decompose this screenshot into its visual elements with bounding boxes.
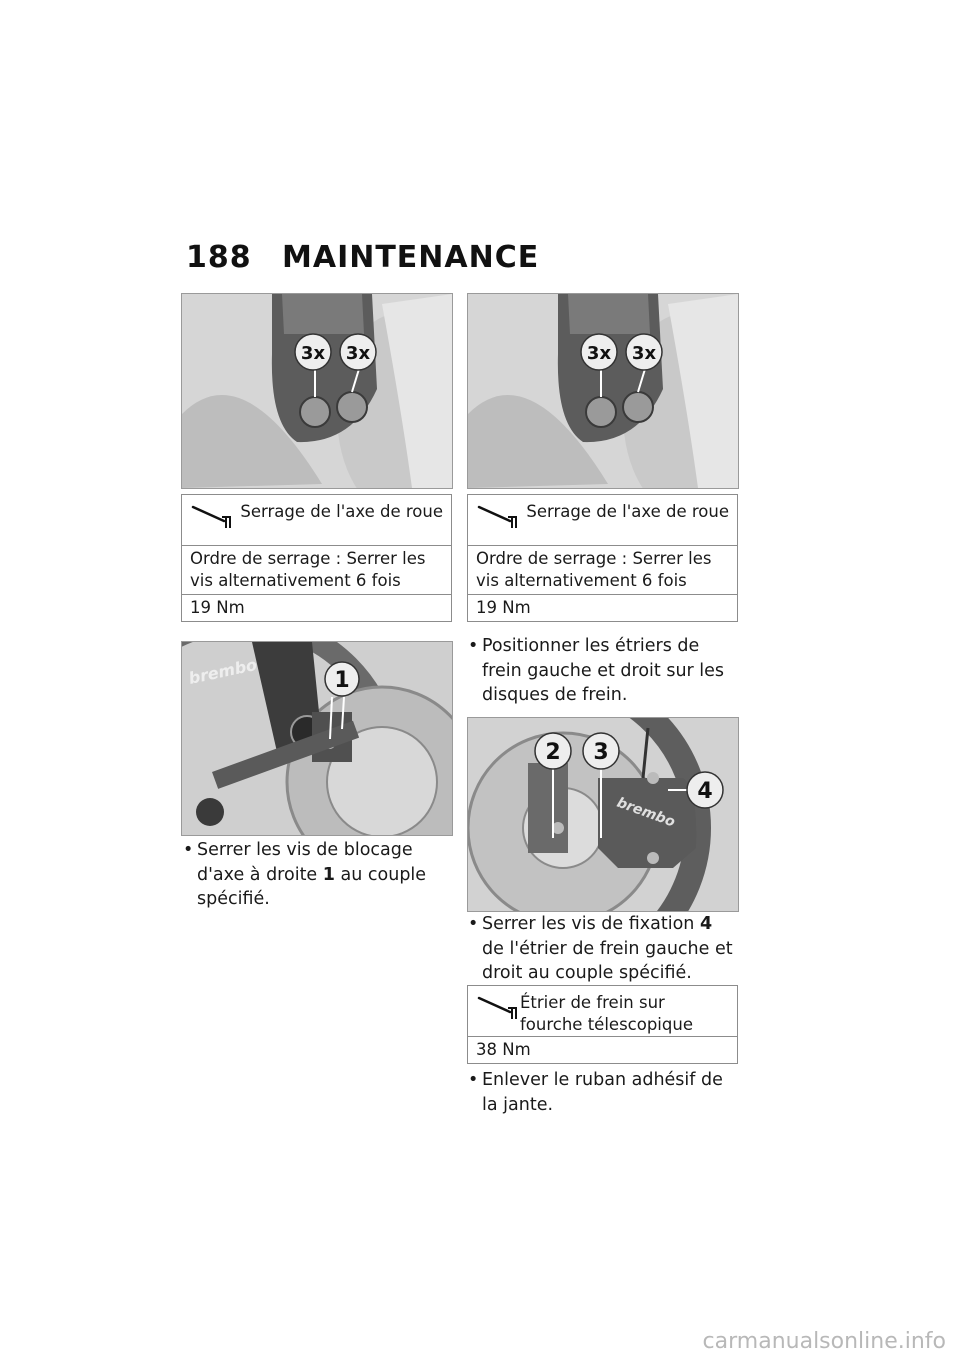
instruction-position-calipers (468, 634, 736, 708)
torque-spec-table-right (467, 494, 738, 622)
fork-clamp-photo-right (467, 293, 739, 489)
spec-title-row (182, 495, 451, 545)
torque-wrench-icon (476, 994, 520, 1020)
fork-clamp-illustration (468, 294, 738, 488)
bullet-dot: • (468, 914, 479, 934)
instruction-text: au couple spécifié. (197, 864, 427, 909)
instruction-text: Enlever le ruban adhésif de la jante. (482, 1070, 723, 1115)
spec-value: 38 Nm (468, 1036, 737, 1063)
spec-title: Étrier de frein sur fourche télescopique (520, 993, 693, 1034)
bullet-dot: • (468, 1070, 479, 1090)
spec-value: 19 Nm (182, 594, 451, 621)
callout-label: 1 (334, 668, 350, 693)
brand-text: brembo (186, 654, 259, 688)
torque-spec-table-caliper (467, 985, 738, 1064)
page-header (186, 240, 539, 275)
callout-label: 3x (345, 343, 371, 364)
instruction-tighten-caliper (468, 912, 736, 986)
callout-label: 3x (586, 343, 612, 364)
instruction-remove-tape (468, 1068, 736, 1117)
callout-reference: 1 (322, 864, 335, 885)
callout-reference: 4 (699, 914, 713, 934)
bullet-dot: • (468, 636, 479, 656)
callout-label: 3x (631, 343, 657, 364)
fork-clamp-photo-left (181, 293, 453, 489)
spec-title-row (468, 986, 737, 1036)
instruction-text: Serrer les vis de fixation (482, 914, 700, 934)
bullet-dot: • (183, 840, 194, 860)
spec-title: Serrage de l'axe de roue (526, 502, 729, 521)
callout-label: 3 (593, 740, 609, 765)
instruction-text: Positionner les étriers de frein gauche et droit sur les disques de frein. (482, 636, 725, 705)
torque-wrench-icon (190, 503, 234, 529)
spec-value: 19 Nm (468, 594, 737, 621)
page-number: 188 (186, 240, 252, 275)
section-title: MAINTENANCE (282, 240, 540, 275)
watermark: carmanualsonline.info (702, 1329, 946, 1354)
fork-clamp-illustration (182, 294, 452, 488)
callout-label: 4 (697, 779, 713, 804)
callout-label: 2 (545, 740, 561, 765)
callout-label: 3x (300, 343, 326, 364)
spec-title: Serrage de l'axe de roue (240, 502, 443, 521)
brand-text: brembo (614, 794, 678, 831)
spec-order: Ordre de serrage : Serrer les vis alternativement 6 fois (468, 545, 737, 594)
axle-clamp-photo (181, 641, 453, 836)
torque-spec-table-left (181, 494, 452, 622)
axle-illustration (182, 642, 452, 835)
spec-order: Ordre de serrage : Serrer les vis alternativement 6 fois (182, 545, 451, 594)
instruction-tighten-axle (183, 838, 449, 912)
instruction-text: Serrer les vis de blocage d'axe à droite (197, 840, 413, 885)
brake-caliper-photo (467, 717, 739, 912)
torque-wrench-icon (476, 503, 520, 529)
spec-title-row (468, 495, 737, 545)
instruction-text: de l'étrier de frein gauche et droit au couple spécifié. (482, 938, 733, 983)
caliper-illustration (468, 718, 738, 911)
